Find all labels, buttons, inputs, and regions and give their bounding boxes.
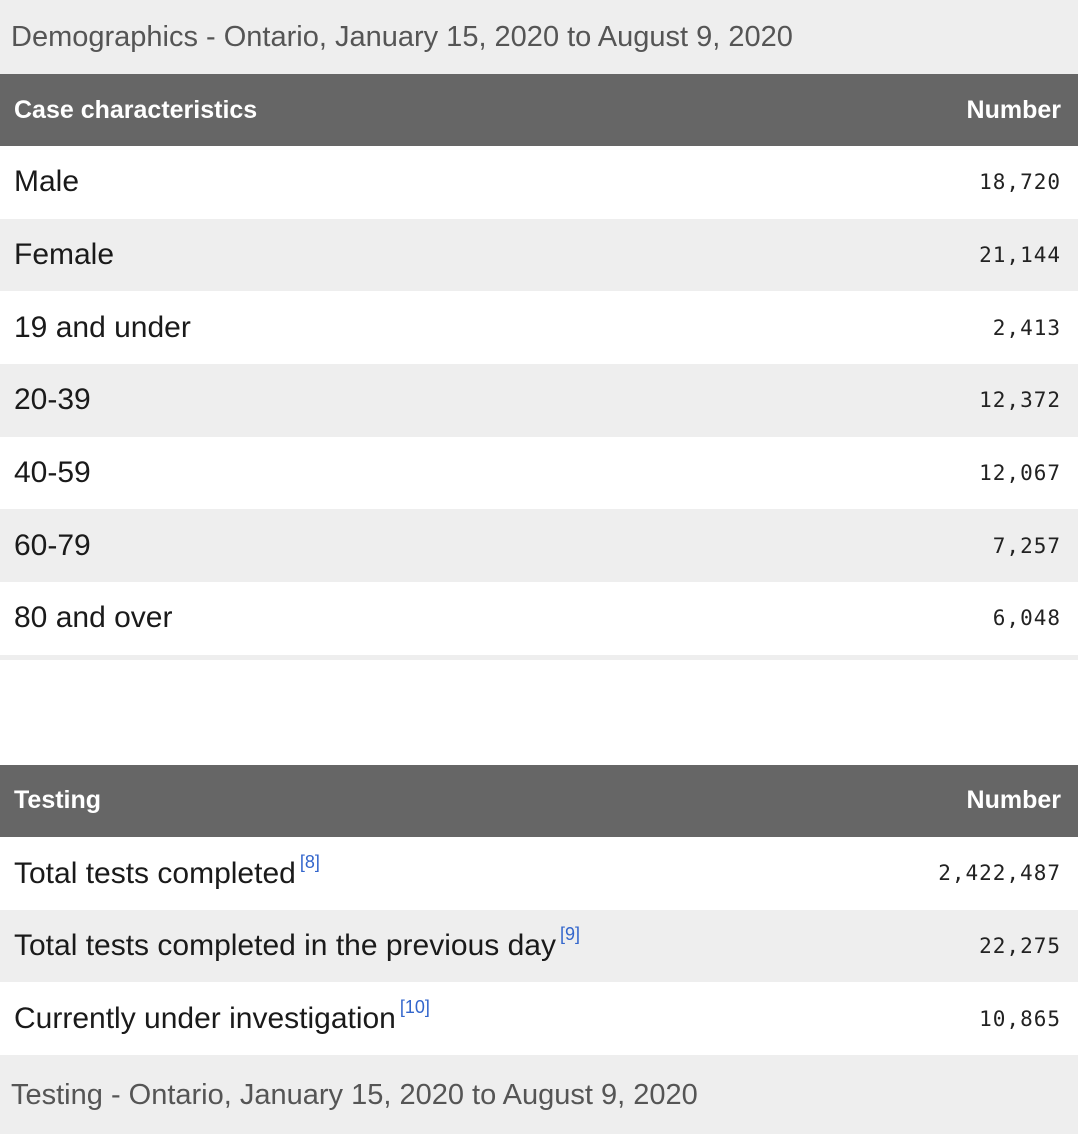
table-row bbox=[0, 582, 1078, 655]
table-row bbox=[0, 509, 1078, 582]
table-row bbox=[0, 910, 1078, 983]
row-value: 6,048 bbox=[539, 582, 1078, 655]
section-spacer bbox=[0, 660, 1078, 765]
row-value: 12,372 bbox=[539, 364, 1078, 437]
row-label: 40-59 bbox=[0, 437, 539, 510]
row-value: 10,865 bbox=[539, 982, 1078, 1055]
row-value: 21,144 bbox=[539, 219, 1078, 292]
testing-header-number: Number bbox=[539, 765, 1078, 837]
demographics-header-label: Case characteristics bbox=[0, 74, 539, 146]
row-value: 2,413 bbox=[539, 291, 1078, 364]
row-value: 18,720 bbox=[539, 146, 1078, 219]
demographics-caption: Demographics - Ontario, January 15, 2020 to August 9, 2020 bbox=[0, 0, 1078, 74]
reference-link[interactable]: [8] bbox=[299, 851, 320, 872]
row-value: 2,422,487 bbox=[539, 837, 1078, 910]
testing-header-row bbox=[0, 765, 1078, 837]
table-row bbox=[0, 146, 1078, 219]
row-label: Male bbox=[0, 146, 539, 219]
table-row bbox=[0, 291, 1078, 364]
table-row bbox=[0, 364, 1078, 437]
demographics-header-row bbox=[0, 74, 1078, 146]
demographics-table bbox=[0, 74, 1078, 655]
row-value: 7,257 bbox=[539, 509, 1078, 582]
row-label-cell bbox=[0, 910, 580, 983]
table-row bbox=[0, 437, 1078, 510]
row-label: 20-39 bbox=[0, 364, 539, 437]
row-label: 60-79 bbox=[0, 509, 539, 582]
row-label: 80 and over bbox=[0, 582, 539, 655]
reference-link[interactable]: [10] bbox=[399, 997, 430, 1018]
row-label: Total tests completed in the previous day bbox=[14, 929, 556, 963]
demographics-header-number: Number bbox=[539, 74, 1078, 146]
table-row bbox=[0, 219, 1078, 292]
testing-table bbox=[0, 765, 1078, 1055]
row-label: 19 and under bbox=[0, 291, 539, 364]
row-label: Currently under investigation bbox=[14, 1002, 396, 1036]
testing-header-label: Testing bbox=[0, 765, 539, 837]
table-row bbox=[0, 837, 1078, 910]
row-label: Female bbox=[0, 219, 539, 292]
row-label-cell bbox=[0, 837, 539, 910]
table-row bbox=[0, 982, 1078, 1055]
row-label: Total tests completed bbox=[14, 856, 296, 890]
row-label-cell bbox=[0, 982, 539, 1055]
testing-caption: Testing - Ontario, January 15, 2020 to August 9, 2020 bbox=[0, 1055, 1078, 1134]
reference-link[interactable]: [9] bbox=[559, 924, 580, 945]
row-value: 22,275 bbox=[539, 910, 1078, 983]
row-value: 12,067 bbox=[539, 437, 1078, 510]
